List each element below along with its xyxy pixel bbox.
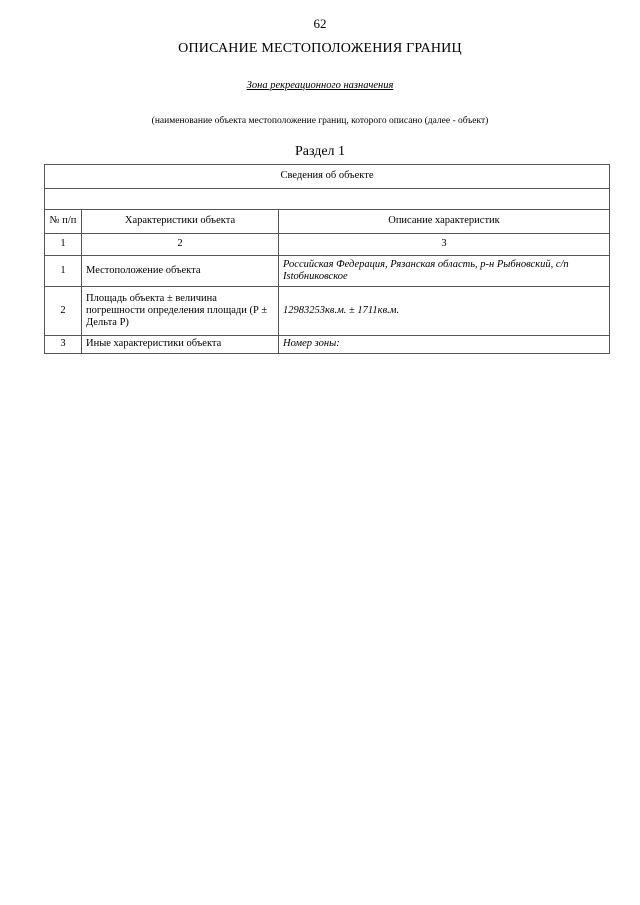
table-heading: Сведения об объекте [45,165,610,189]
table-row [45,336,610,354]
object-info-table [44,164,610,354]
empty-cell [45,189,610,210]
table-row [45,256,610,287]
column-number: 3 [279,234,610,256]
column-number-row [45,234,610,256]
section-title: Раздел 1 [294,144,346,159]
table-row [45,287,610,336]
row-characteristic: Иные характеристики объекта [82,336,279,354]
column-number: 2 [82,234,279,256]
row-characteristic: Местоположение объекта [82,256,279,287]
column-header-row [45,210,610,234]
zone-name [0,80,640,91]
row-description: Номер зоны: [279,336,610,354]
column-header-num: № п/п [45,210,82,234]
row-description: Российская Федерация, Рязанская область, р-н Рыбновский, с/п Istобниковское [279,256,610,287]
document-title: ОПИСАНИЕ МЕСТОПОЛОЖЕНИЯ ГРАНИЦ [178,41,462,56]
column-header-description: Описание характеристик [279,210,610,234]
zone-name-text: Зона рекреационного назначения [246,80,394,91]
row-num: 2 [45,287,82,336]
column-number: 1 [45,234,82,256]
row-num: 3 [45,336,82,354]
row-num: 1 [45,256,82,287]
row-characteristic: Площадь объекта ± величина погрешности определения площади (Р ± Дельта Р) [82,287,279,336]
page-number: 62 [313,16,327,31]
column-header-characteristic: Характеристики объекта [82,210,279,234]
row-description: 12983253кв.м. ± 1711кв.м. [279,287,610,336]
table-empty-row [45,189,610,210]
table-heading-row [45,165,610,189]
zone-caption: (наименование объекта местоположение границ, которого описано (далее - объект) [151,116,489,126]
